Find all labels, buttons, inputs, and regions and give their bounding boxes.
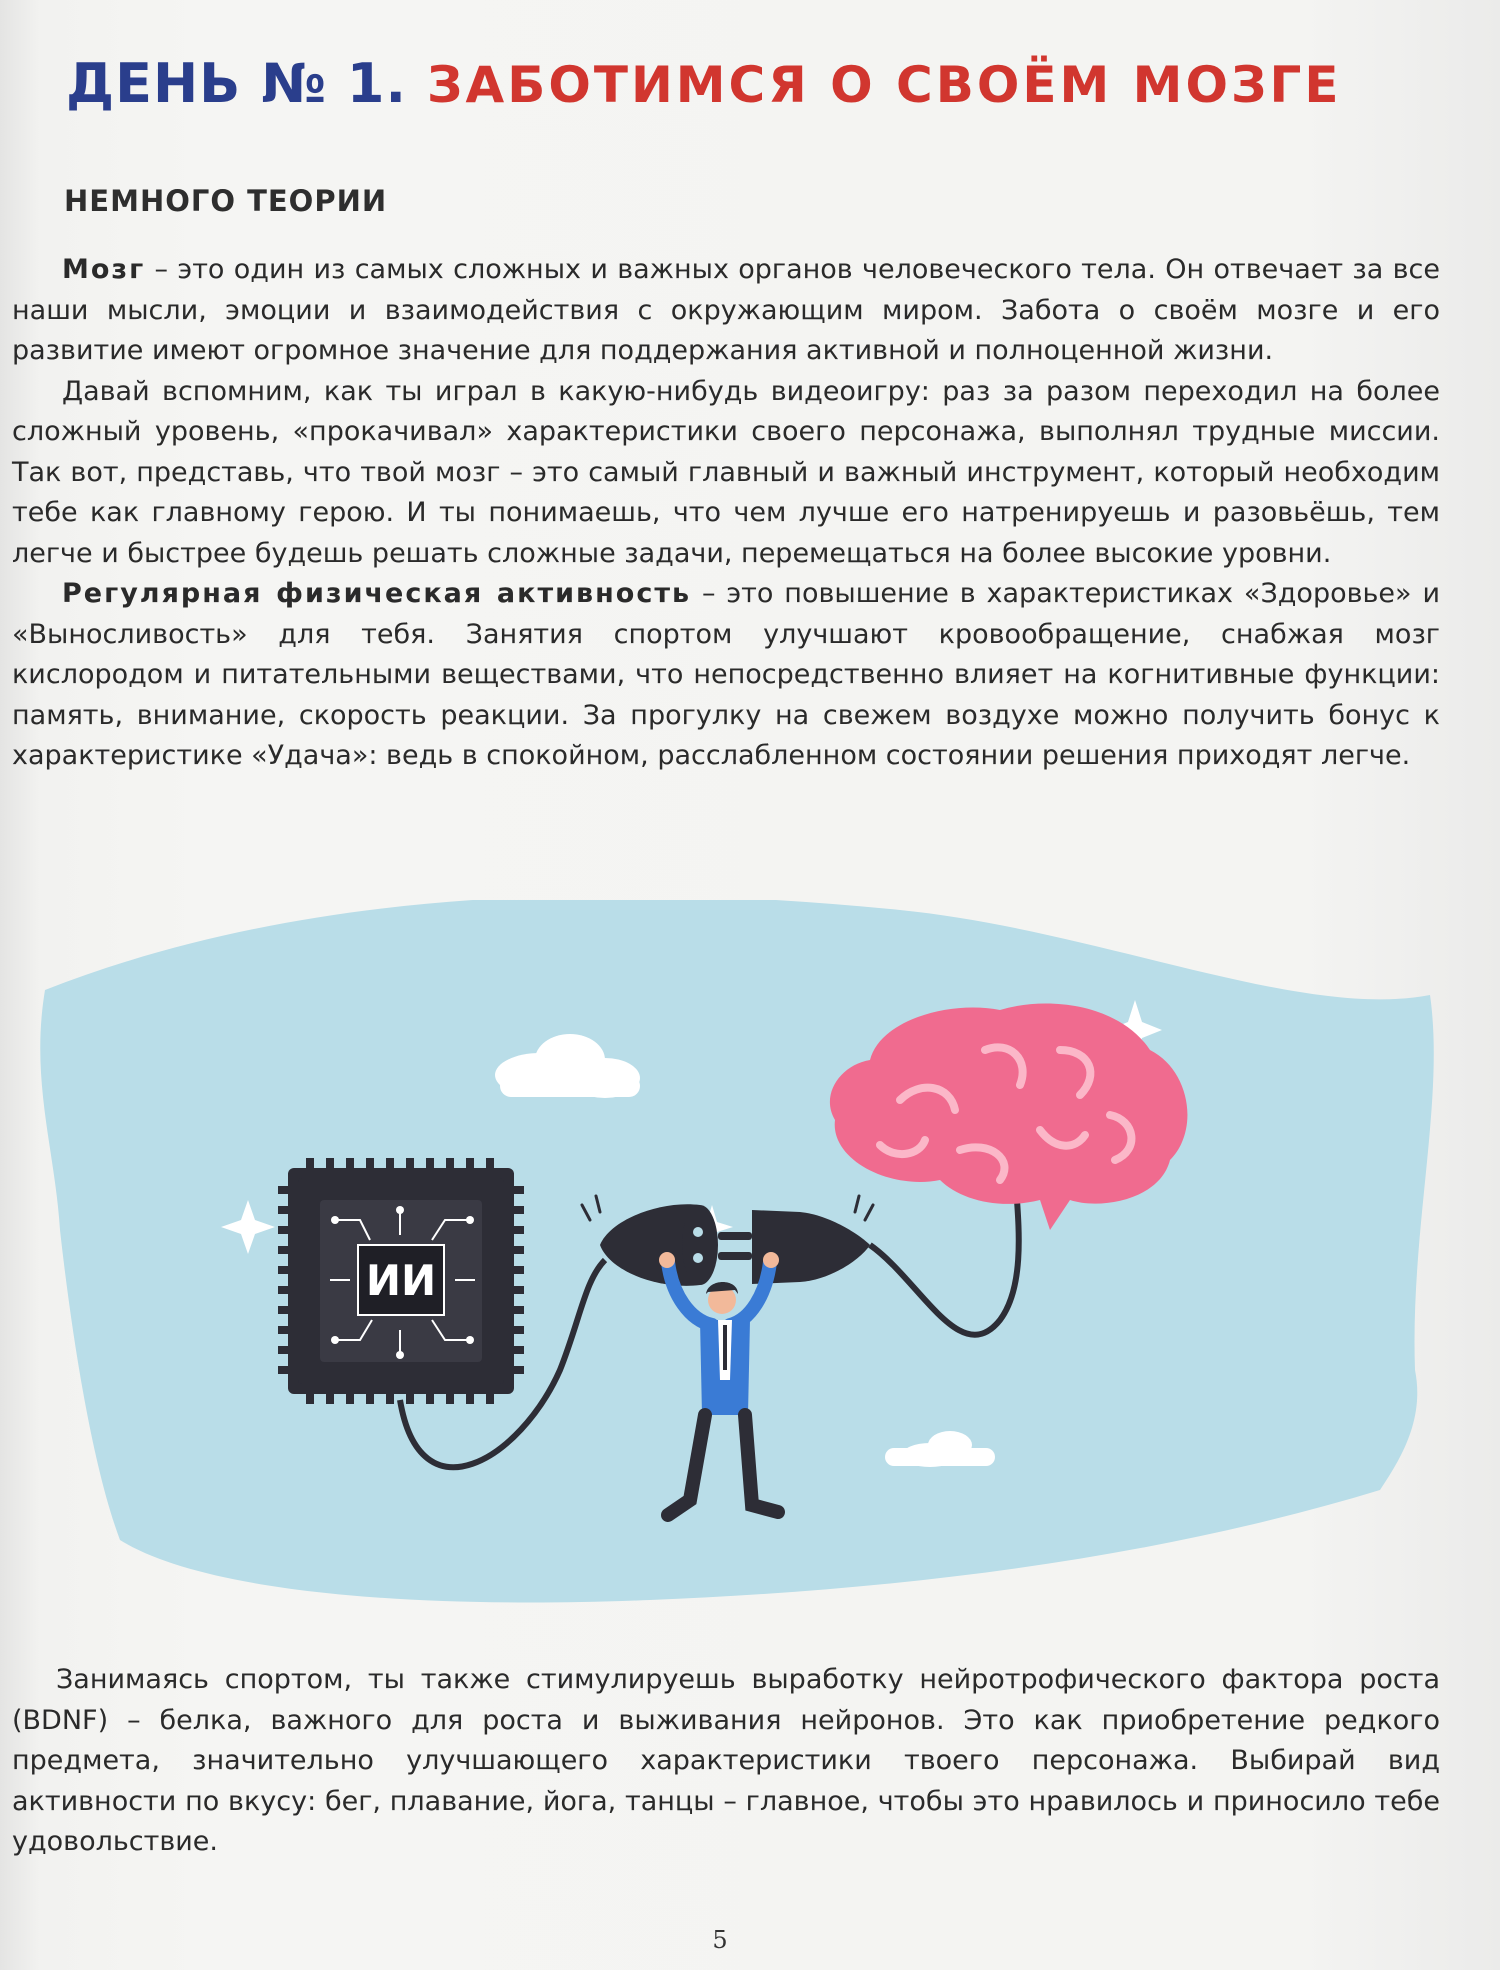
paragraph-lead: Регулярная физическая активность [62,578,692,609]
illustration-brain-chip [0,900,1500,1640]
paragraph-body: – это повышение в характеристиках «Здоровье» и «Выносливость» для тебя. Занятия спортом улучшают кровообращение, снабжая мозг кислородом и питательными веществами, что непосредственно влияет на когнитивные функции: память, внимание, скорость реакции. За прогулку на свежем воздухе можно получить бонус к характеристике «Удача»: ведь в спокойном, расслабленном состоянии решения приходят легче. [12,578,1440,771]
paragraph-brain [12,250,1440,372]
sky-background [40,900,1433,1603]
title-topic: ЗАБОТИМСЯ О СВОЁМ МОЗГЕ [427,56,1342,114]
closing-text [12,1660,1440,1863]
chip-label: ИИ [365,1256,437,1305]
ai-chip-icon [278,1158,524,1404]
page-number: 5 [712,1926,728,1954]
section-subheading: НЕМНОГО ТЕОРИИ [64,184,388,218]
paragraph-bdnf: Занимаясь спортом, ты также стимулируешь выработку нейротрофического фактора роста (BDNF) – белка, важного для роста и выживания нейронов. Это как приобретение редкого предмета, значительно улучшающего характеристики твоего персонажа. Выбирай вид активности по вкусу: бег, плавание, йога, танцы – главное, чтобы это нравилось и приносило тебе удовольствие. [12,1664,1440,1857]
paragraph-videogame [12,372,1440,575]
theory-text [12,250,1440,777]
paragraph-activity [12,574,1440,777]
paragraph-lead: Мозг [62,254,146,285]
paragraph-body: – это один из самых сложных и важных органов человеческого тела. Он отвечает за все наши мысли, эмоции и взаимодействия с окружающим миром. Забота о своём мозге и его развитие имеют огромное значение для поддержания активной и полноценной жизни. [12,254,1440,366]
paragraph-body: Давай вспомним, как ты играл в какую-нибудь видеоигру: раз за разом переходил на более сложный уровень, «прокачивал» характеристики своего персонажа, выполнял трудные миссии. Так вот, представь, что твой мозг – это самый главный и важный инструмент, который необходим тебе как главному герою. И ты понимаешь, что чем лучше его натренируешь и разовьёшь, тем легче и быстрее будешь решать сложные задачи, перемещаться на более высокие уровни. [12,375,1440,569]
title-day: ДЕНЬ № 1. [66,52,407,115]
page-title [66,52,1341,115]
